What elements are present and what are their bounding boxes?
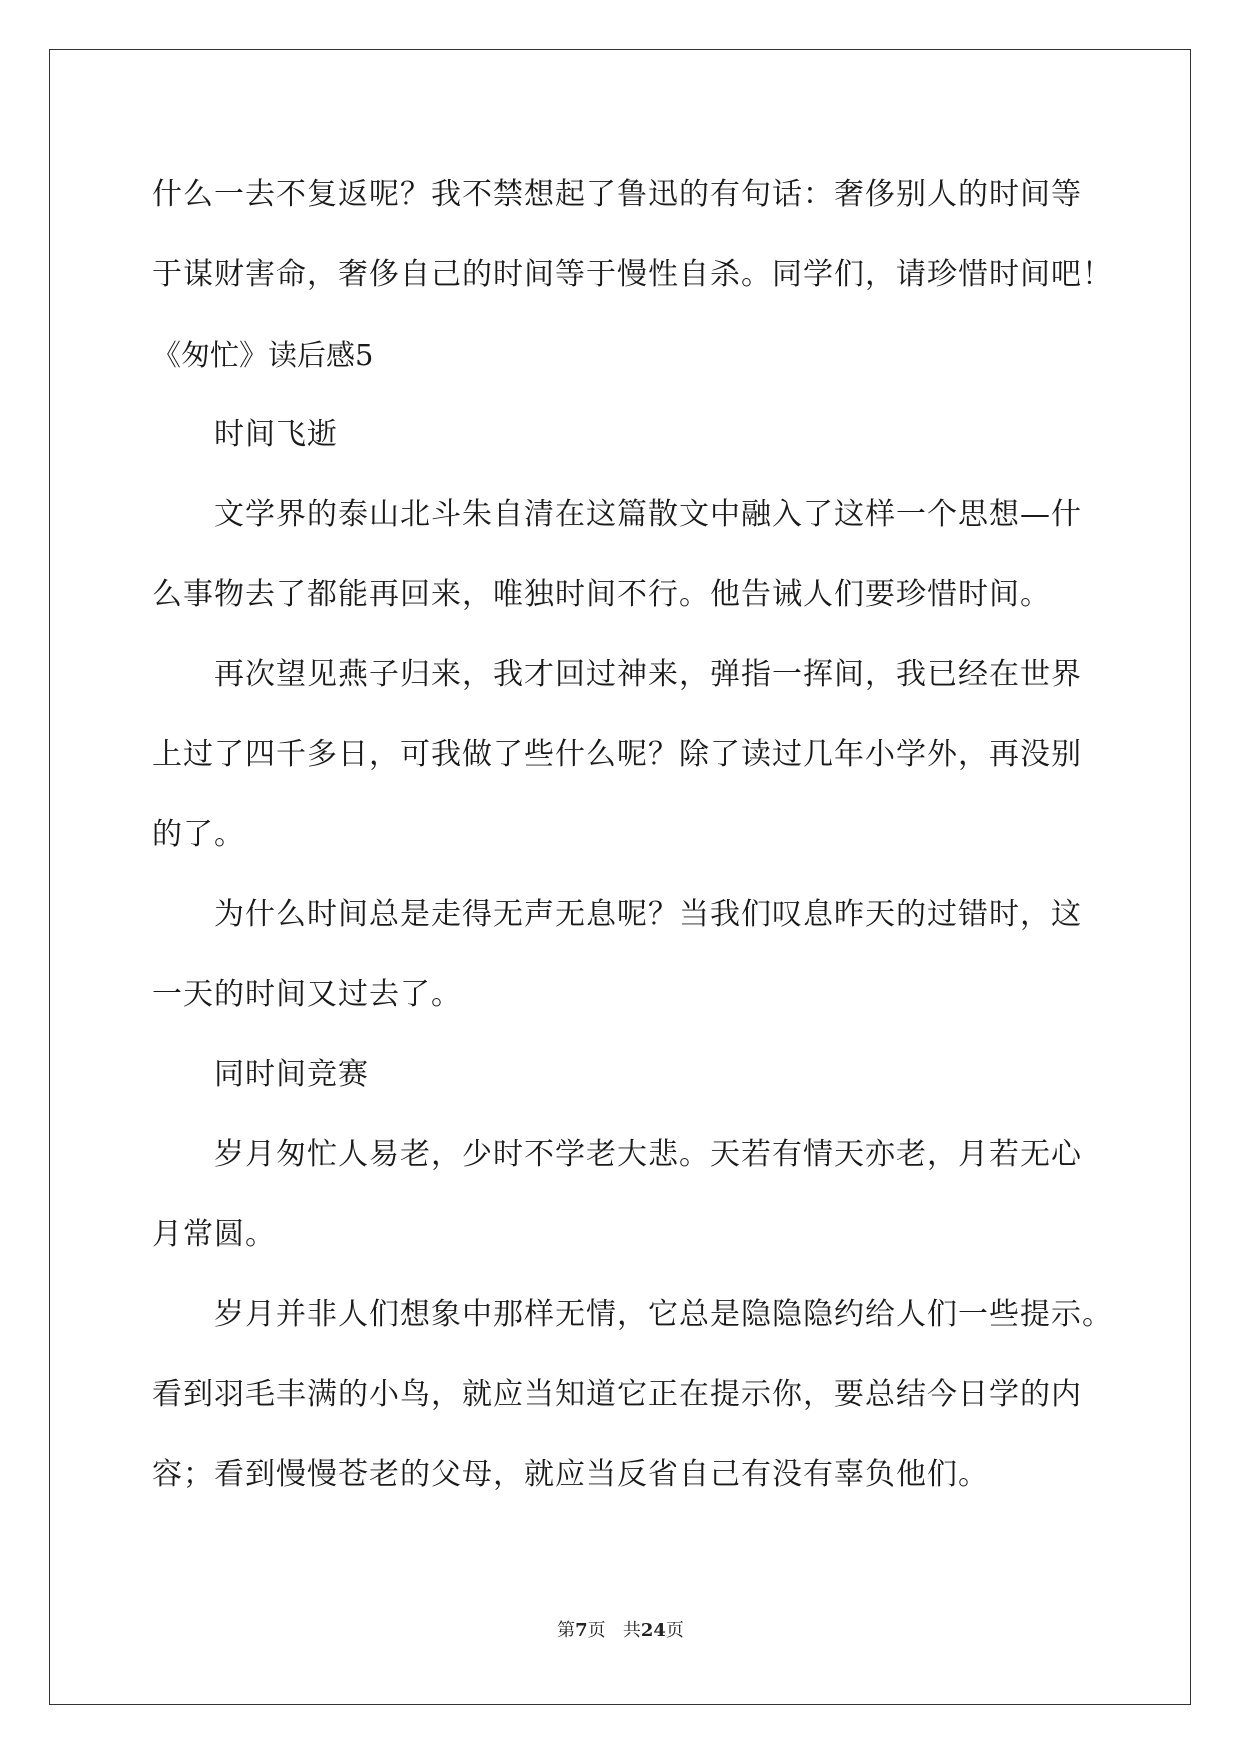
text-line: 的了。: [152, 817, 245, 852]
text-line: 再次望见燕子归来，我才回过神来，弹指一挥间，我已经在世界: [214, 657, 1082, 692]
footer-prefix: 第: [557, 1620, 576, 1641]
text-line: 上过了四千多日，可我做了些什么呢？除了读过几年小学外，再没别: [152, 737, 1082, 772]
footer-total-pages: 24: [640, 1620, 666, 1641]
text-line: 看到羽毛丰满的小鸟，就应当知道它正在提示你，要总结今日学的内: [152, 1377, 1082, 1412]
footer-page-suffix: 页: [587, 1620, 606, 1641]
text-line: 一天的时间又过去了。: [152, 977, 462, 1012]
text-line: 时间飞逝: [214, 417, 338, 452]
page-footer: [0, 1616, 1241, 1642]
text-line: 月常圆。: [152, 1217, 276, 1252]
text-line: 什么一去不复返呢？我不禁想起了鲁迅的有句话：奢侈别人的时间等: [152, 177, 1082, 212]
footer-page-number: 7: [575, 1620, 588, 1641]
document-body: [152, 155, 1113, 1515]
text-line: 文学界的泰山北斗朱自清在这篇散文中融入了这样一个思想—什: [214, 497, 1082, 532]
section-title: 《匆忙》读后感5: [152, 338, 374, 372]
footer-total-prefix: 共: [622, 1620, 641, 1641]
text-line: 岁月匆忙人易老，少时不学老大悲。天若有情天亦老，月若无心: [214, 1137, 1082, 1172]
text-line: 于谋财害命，奢侈自己的时间等于慢性自杀。同学们，请珍惜时间吧！: [152, 257, 1113, 292]
text-line: 同时间竞赛: [214, 1057, 369, 1092]
footer-total-suffix: 页: [665, 1620, 684, 1641]
text-line: 么事物去了都能再回来，唯独时间不行。他告诫人们要珍惜时间。: [152, 577, 1051, 612]
text-line: 容；看到慢慢苍老的父母，就应当反省自己有没有辜负他们。: [152, 1457, 989, 1492]
text-line: 岁月并非人们想象中那样无情，它总是隐隐隐约给人们一些提示。: [214, 1297, 1113, 1332]
text-line: 为什么时间总是走得无声无息呢？当我们叹息昨天的过错时，这: [214, 897, 1082, 932]
